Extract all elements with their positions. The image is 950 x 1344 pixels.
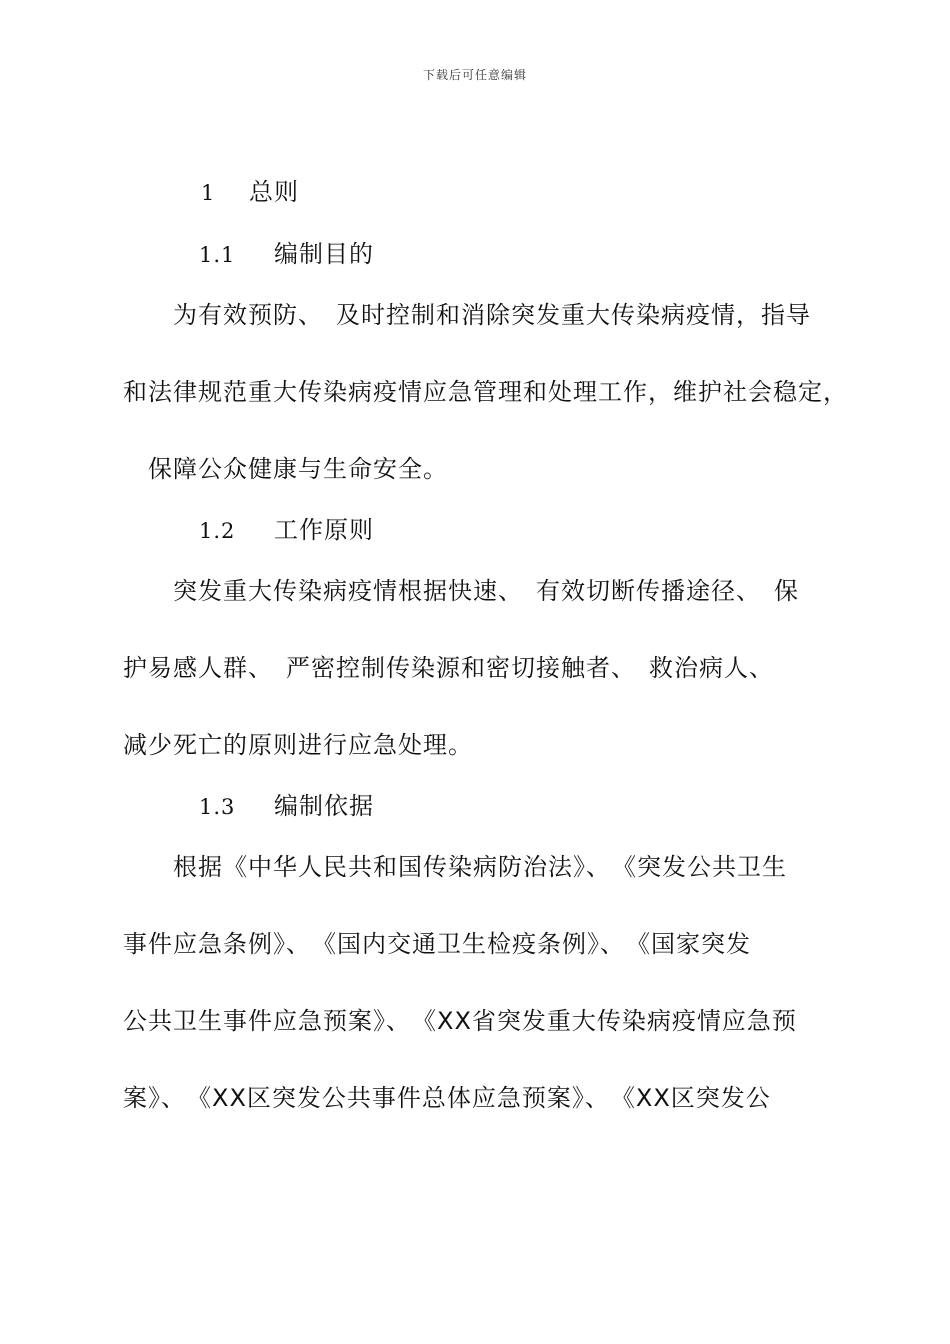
paragraph-line: 保障公众健康与生命安全。	[148, 455, 448, 483]
section-number: 1.1	[199, 243, 236, 267]
section-number: 1	[201, 181, 216, 205]
paragraph-line: 案》、 《XX区突发公共事件总体应急预案》、 《XX区突发公	[123, 1084, 771, 1112]
paragraph-line: 突发重大传染病疫情根据快速、 有效切断传播途径、 保	[173, 577, 799, 605]
section-number: 1.2	[199, 519, 236, 543]
paragraph-line: 根据《中华人民共和国传染病防治法》、 《突发公共卫生	[173, 853, 787, 881]
section-title: 编制依据	[274, 792, 374, 820]
paragraph-line: 和法律规范重大传染病疫情应急管理和处理工作，维护社会稳定，	[123, 378, 848, 406]
section-title: 总则	[249, 178, 299, 206]
section-title: 编制目的	[274, 240, 374, 268]
paragraph-line: 为有效预防、 及时控制和消除突发重大传染病疫情，指导	[173, 301, 811, 329]
section-title: 工作原则	[274, 516, 374, 544]
section-heading-1	[201, 178, 299, 207]
paragraph-line: 护易感人群、 严密控制传染源和密切接触者、 救治病人、	[123, 654, 774, 682]
section-heading-1-1	[199, 240, 374, 269]
paragraph-line: 减少死亡的原则进行应急处理。	[123, 731, 473, 759]
section-heading-1-2	[199, 516, 374, 545]
section-number: 1.3	[199, 795, 236, 819]
section-heading-1-3	[199, 792, 374, 821]
paragraph-line: 公共卫生事件应急预案》、 《XX省突发重大传染病疫情应急预	[123, 1007, 797, 1035]
paragraph-line: 事件应急条例》、 《国内交通卫生检疫条例》、 《国家突发	[123, 930, 751, 958]
header-note: 下载后可任意编辑	[422, 68, 527, 82]
